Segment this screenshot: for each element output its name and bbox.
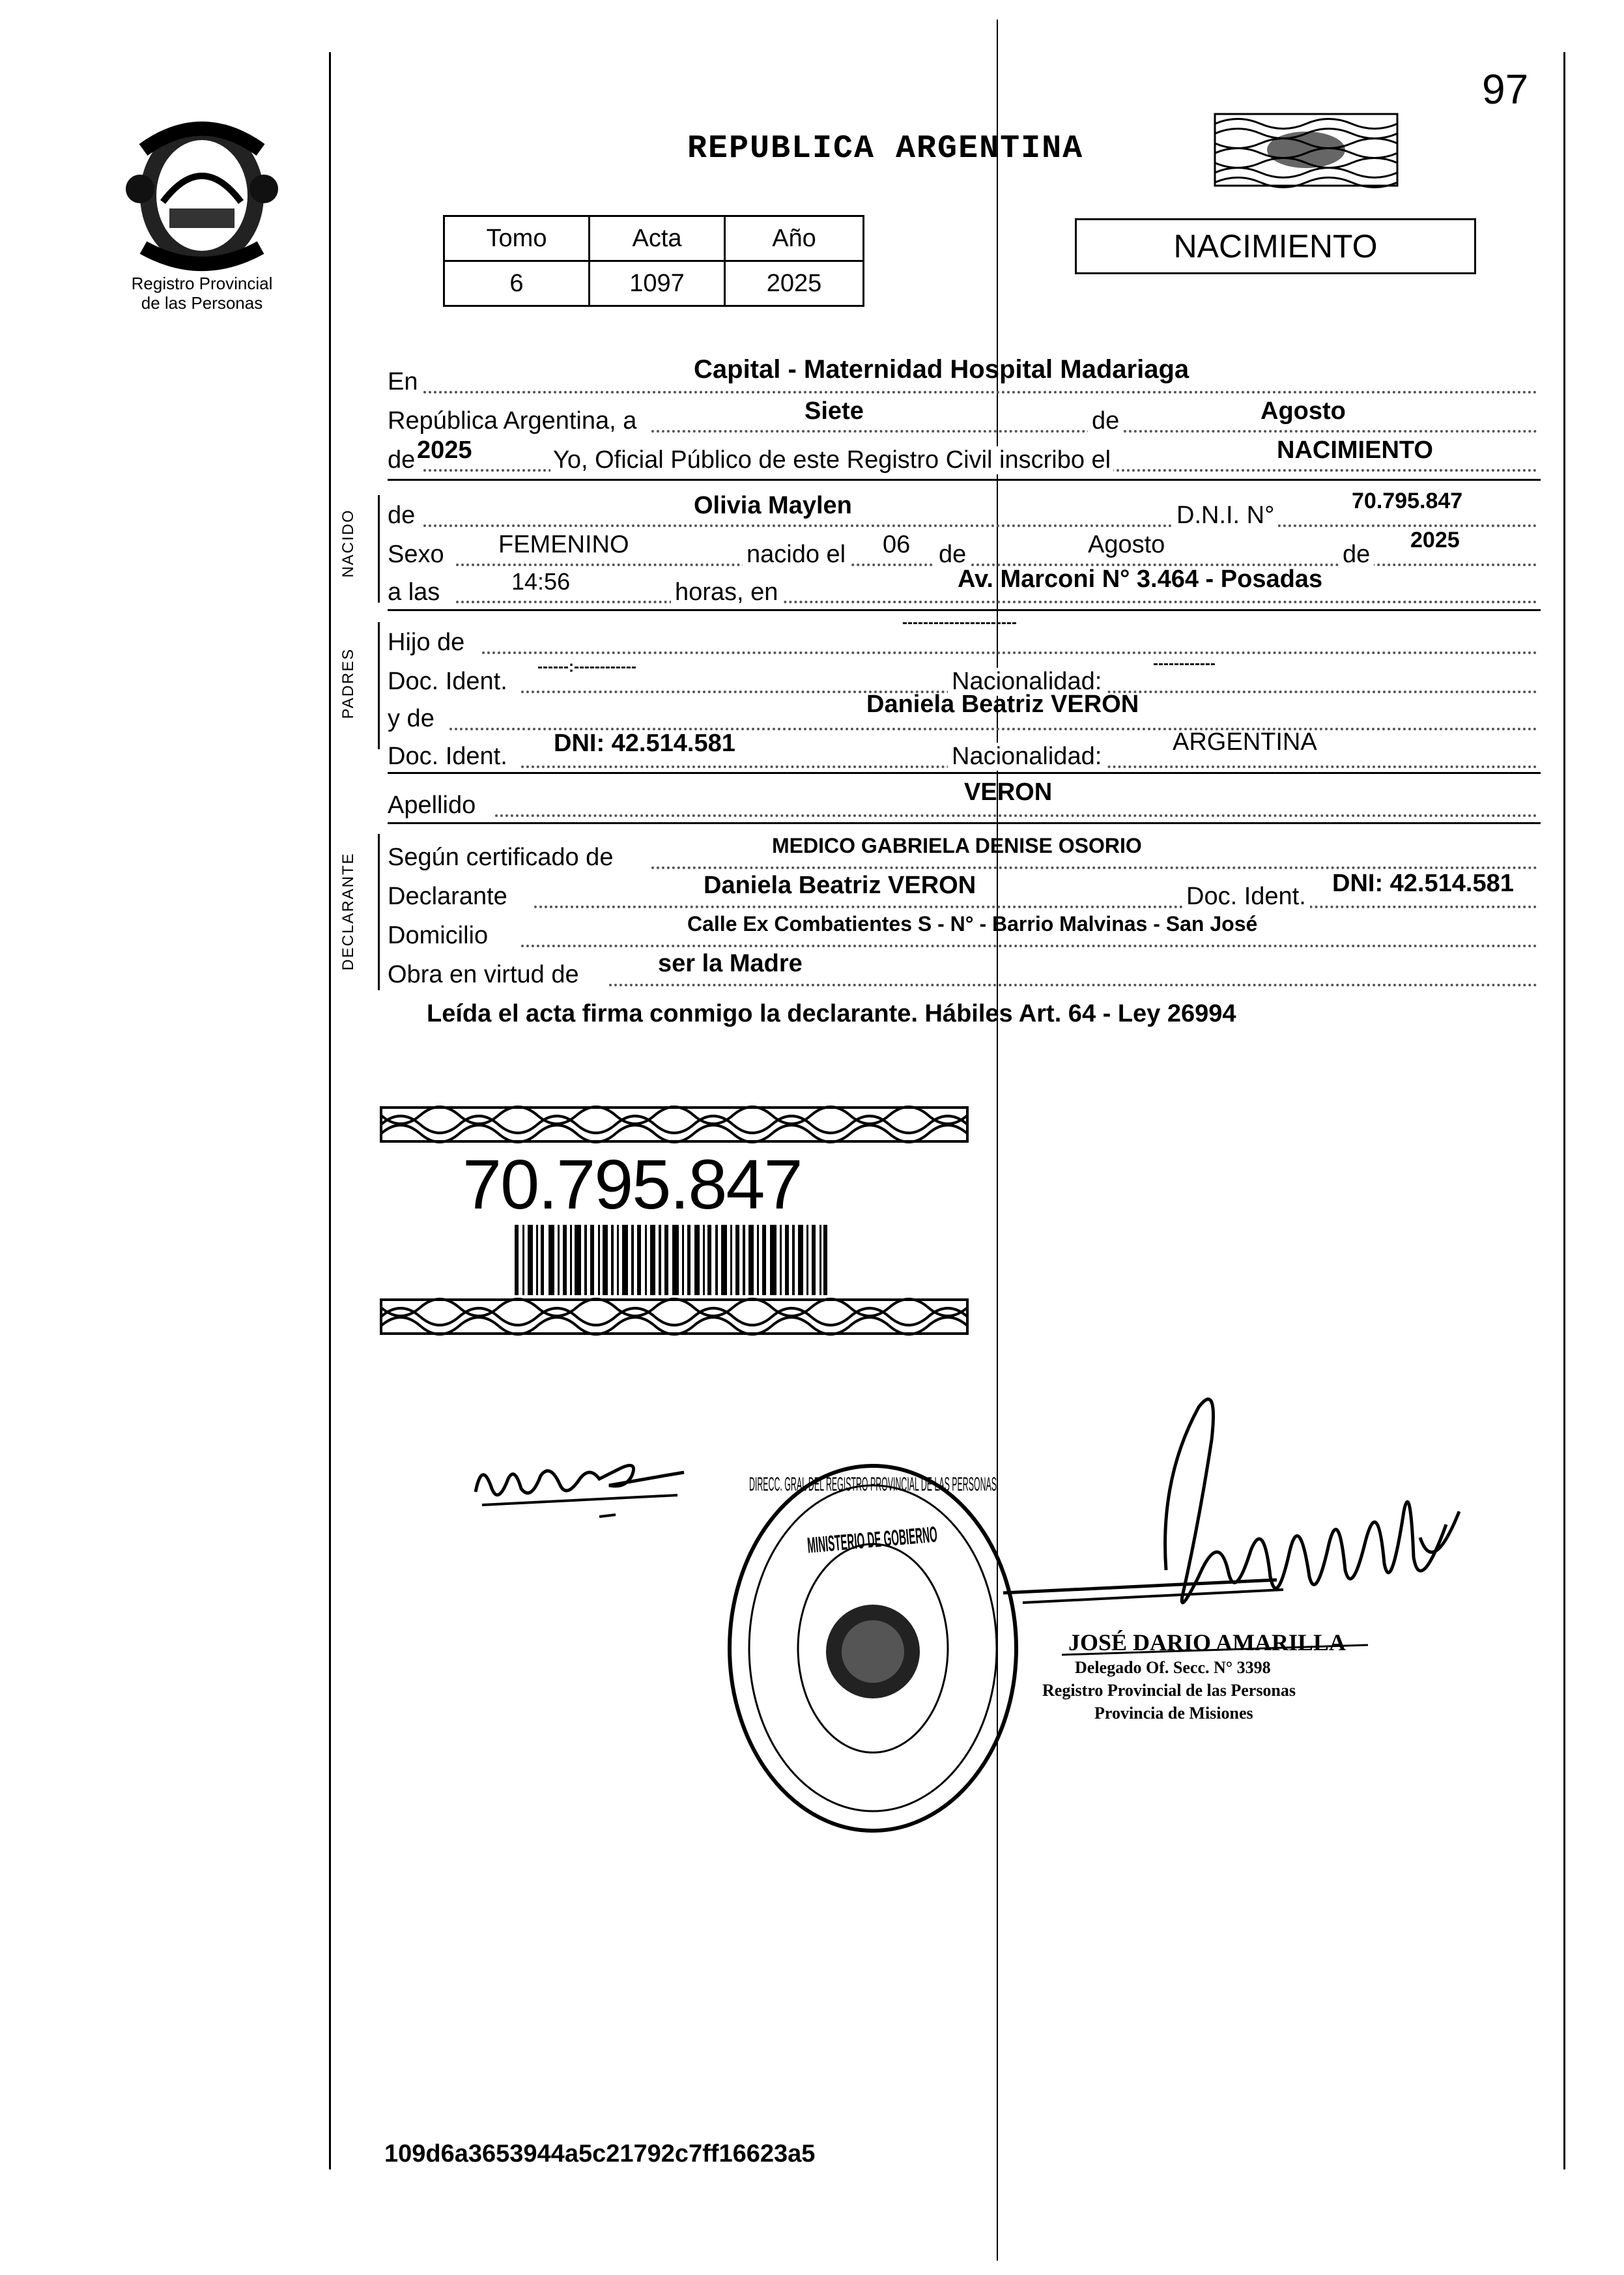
province-coat-of-arms-icon — [117, 111, 287, 280]
security-band-bottom-icon — [381, 1300, 967, 1334]
official-role: Delegado Of. Secc. N° 3398 — [1075, 1658, 1271, 1677]
apellido-value: VERON — [964, 779, 1053, 806]
birth-month-value: Agosto — [1088, 531, 1165, 558]
declarante-value: Daniela Beatriz VERON — [704, 872, 976, 899]
en-label: En — [388, 368, 418, 395]
stamp-outer-text: DIRECC. GRAL DEL REGISTRO PROVINCIAL DE LAS PERSONAS — [749, 1474, 997, 1495]
year-value: 2025 — [417, 436, 472, 464]
dotted-line — [423, 524, 1537, 527]
certificado-label: Según certificado de — [388, 844, 614, 871]
stamp-inner-text: MINISTERIO DE GOBIERNO — [806, 1508, 1100, 1558]
officer-text: Yo, Oficial Público de este Registro Civil inscribo el — [550, 446, 1113, 474]
father-doc-value: ------:------------ — [537, 658, 636, 676]
doc-ident-label: Doc. Ident. — [388, 743, 507, 770]
dotted-line — [423, 391, 1537, 393]
divider — [388, 479, 1541, 481]
closing-text: Leída el acta firma conmigo la declarante. Hábiles Art. 64 - Ley 26994 — [427, 1000, 1236, 1027]
nacido-section-label: NACIDO — [339, 509, 357, 578]
dotted-line — [521, 945, 1537, 947]
dotted-line — [495, 814, 1537, 817]
record-acta-value: 1097 — [590, 261, 725, 306]
divider — [388, 772, 1541, 774]
declarante-label: Declarante — [388, 883, 507, 910]
official-name: JOSÉ DARIO AMARILLA — [1068, 1629, 1346, 1655]
declarant-signature-icon — [469, 1440, 691, 1524]
document-type: NACIMIENTO — [1075, 218, 1476, 274]
republica-label: República Argentina, a — [388, 407, 637, 435]
padres-section-label: PADRES — [339, 648, 357, 719]
security-pattern-icon — [1215, 114, 1397, 186]
dotted-line — [651, 866, 1537, 869]
nacionalidad-label: Nacionalidad: — [948, 668, 1105, 696]
document-hash: 109d6a3653944a5c21792c7ff16623a5 — [384, 2140, 816, 2168]
divider — [388, 609, 1541, 611]
dotted-line — [609, 984, 1537, 986]
birth-day-value: 06 — [883, 531, 911, 558]
official-province: Provincia de Misiones — [1094, 1704, 1253, 1723]
de-label: de — [388, 446, 416, 474]
father-nationality-value: ------------ — [1153, 655, 1216, 672]
section-bar — [378, 495, 380, 603]
official-registry: Registro Provincial de las Personas — [1042, 1681, 1296, 1700]
certificado-value: MEDICO GABRIELA DENISE OSORIO — [772, 834, 1142, 857]
declarante-section-label: DECLARANTE — [339, 852, 357, 971]
child-name-value: Olivia Maylen — [694, 492, 852, 519]
record-table-header: Tomo — [444, 216, 590, 261]
de-label: de — [935, 541, 970, 569]
a-las-label: a las — [388, 579, 440, 606]
sexo-label: Sexo — [388, 541, 444, 568]
registry-name — [98, 274, 306, 313]
de-label: de — [388, 502, 416, 529]
apellido-label: Apellido — [388, 792, 476, 819]
domicilio-value: Calle Ex Combatientes S - N° - Barrio Malvinas - San José — [687, 912, 1258, 936]
section-bar — [378, 834, 380, 990]
de-label: de — [1339, 541, 1374, 569]
child-dni-value: 70.795.847 — [1352, 489, 1463, 513]
domicilio-label: Domicilio — [388, 922, 489, 949]
father-name-value: ---------------------- — [902, 614, 1017, 631]
mother-nationality-value: ARGENTINA — [1173, 728, 1317, 756]
barcode-icon — [515, 1225, 827, 1295]
place-value: Capital - Maternidad Hospital Madariaga — [694, 355, 1190, 384]
nacido-el-label: nacido el — [743, 541, 849, 569]
record-table — [443, 215, 864, 307]
doc-ident-label: Doc. Ident. — [1182, 883, 1310, 911]
left-margin-line — [329, 52, 331, 2169]
mother-doc-value: DNI: 42.514.581 — [554, 730, 735, 757]
dotted-line — [482, 651, 1537, 654]
horas-label: horas, en — [671, 579, 782, 607]
obra-value: ser la Madre — [658, 950, 803, 977]
dni-label: D.N.I. N° — [1173, 502, 1278, 530]
right-margin-line — [1563, 52, 1565, 2169]
official-stamp-icon — [723, 1459, 1100, 1837]
registry-name-line2: de las Personas — [141, 293, 263, 313]
birth-address-value: Av. Marconi N° 3.464 - Posadas — [958, 565, 1323, 593]
birth-time-value: 14:56 — [511, 568, 571, 595]
dni-band-number: 70.795.847 — [463, 1145, 802, 1223]
nacionalidad-label: Nacionalidad: — [948, 743, 1105, 771]
record-table-header: Año — [725, 216, 864, 261]
de-label: de — [1088, 407, 1123, 435]
obra-label: Obra en virtud de — [388, 961, 579, 988]
section-bar — [378, 622, 380, 749]
record-table-header: Acta — [590, 216, 725, 261]
record-year-value: 2025 — [725, 261, 864, 306]
page-number: 97 — [1482, 66, 1529, 113]
sex-value: FEMENINO — [498, 531, 629, 558]
month-value: Agosto — [1261, 397, 1346, 425]
doc-ident-label: Doc. Ident. — [388, 668, 507, 695]
dotted-line — [534, 906, 1537, 908]
act-value: NACIMIENTO — [1277, 436, 1433, 464]
y-de-label: y de — [388, 705, 434, 732]
registry-name-line1: Registro Provincial — [131, 274, 273, 293]
hijo-de-label: Hijo de — [388, 629, 465, 656]
declarante-doc-value: DNI: 42.514.581 — [1332, 870, 1514, 897]
dotted-line — [456, 601, 1537, 603]
birth-year-value: 2025 — [1410, 528, 1460, 552]
divider — [388, 822, 1541, 824]
security-band-top-icon — [381, 1108, 967, 1141]
day-words-value: Siete — [805, 397, 864, 425]
country-title: REPUBLICA ARGENTINA — [687, 130, 1084, 167]
mother-name-value: Daniela Beatriz VERON — [866, 691, 1139, 718]
record-tomo-value: 6 — [444, 261, 590, 306]
